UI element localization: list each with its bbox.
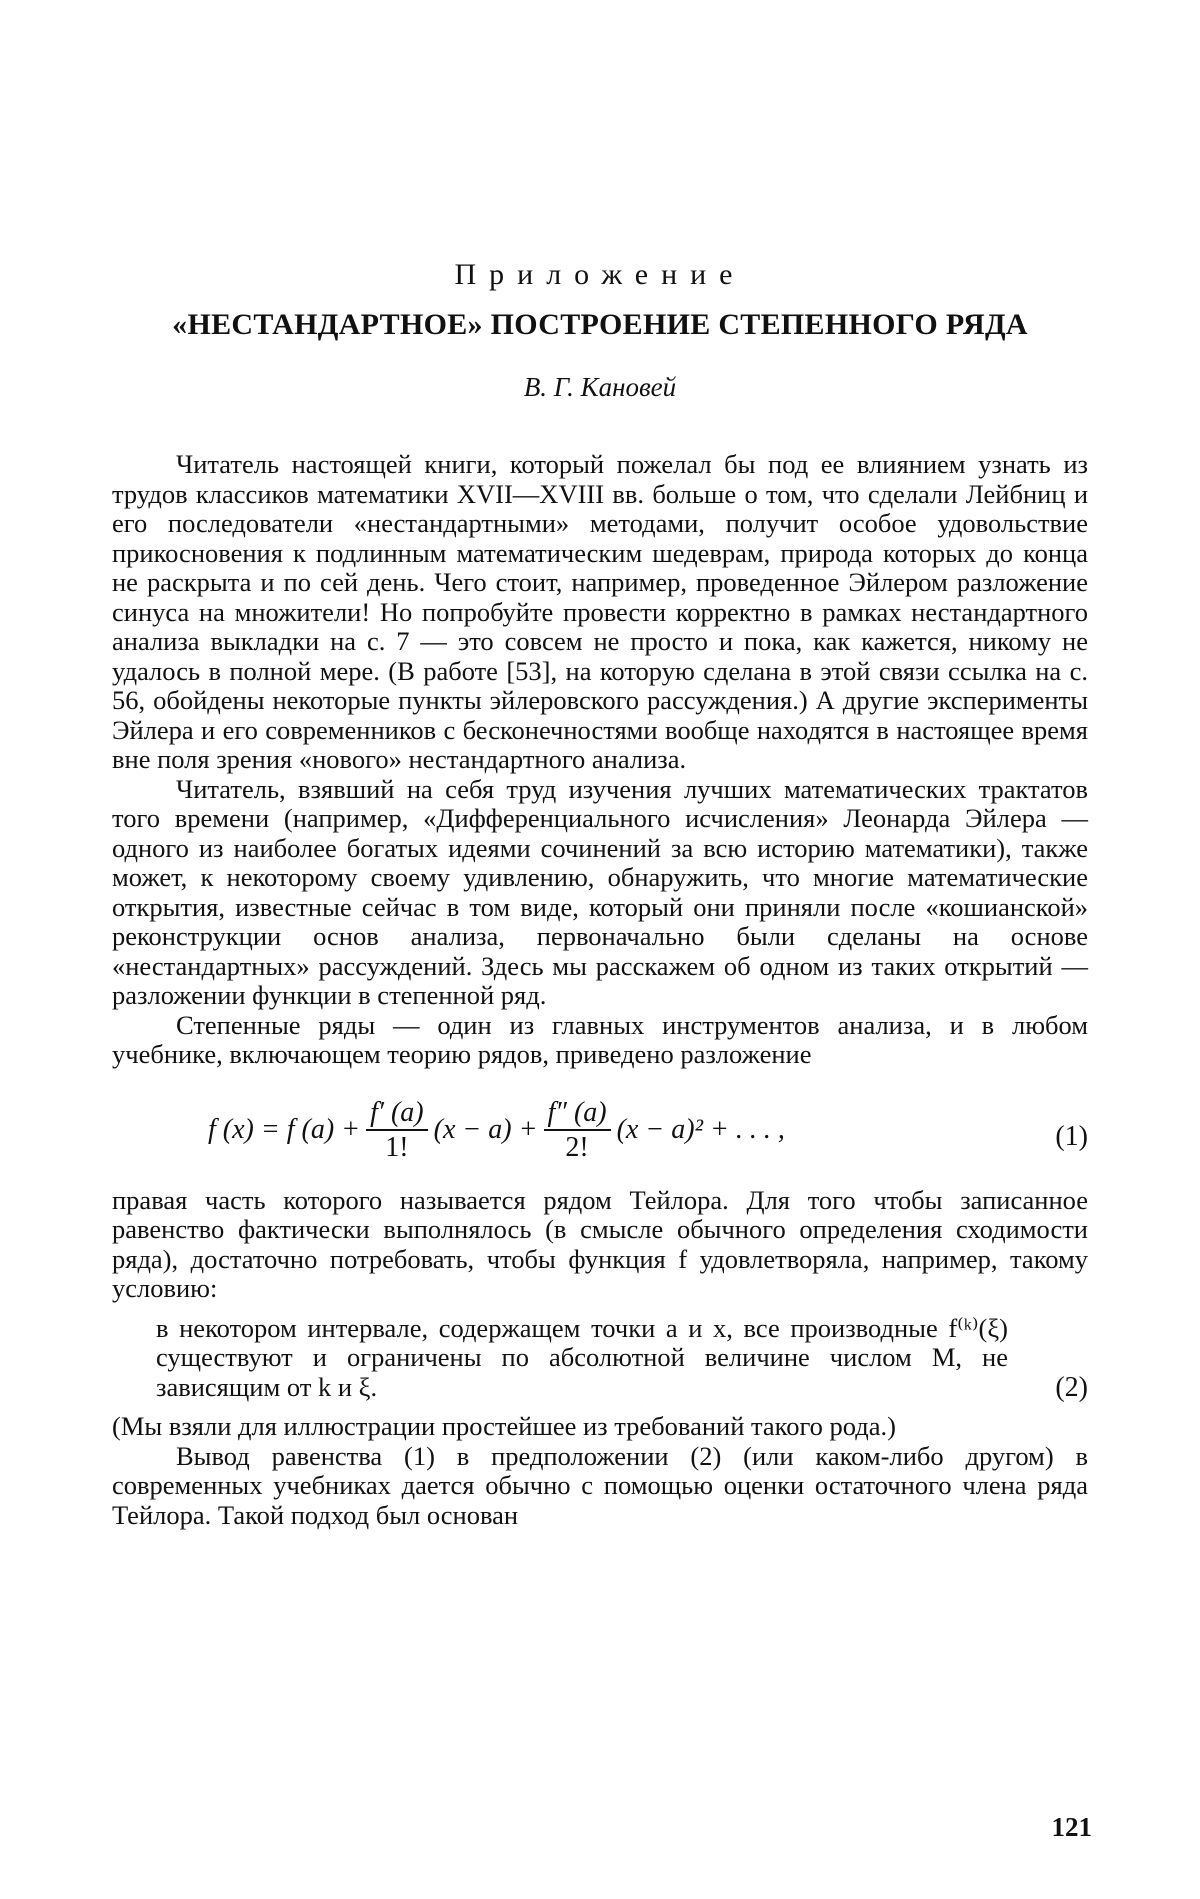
body-text bbox=[112, 450, 1088, 1530]
equation-number: (1) bbox=[1055, 1120, 1088, 1152]
formula-term: (x − a)² + . . . , bbox=[616, 1114, 785, 1146]
paragraph-3: Степенные ряды — один из главных инструментов анализа, и в любом учебнике, включающем теорию рядов, приведено разложение bbox=[112, 1009, 1088, 1069]
paragraph-derivation: Вывод равенства (1) в предположении (2) (или каком-либо другом) в современных учебниках дается обычно с помощью оценки остаточного члена ряда Тейлора. Такой подход был основан bbox=[112, 1440, 1088, 1530]
fraction-denominator: 2! bbox=[565, 1132, 589, 1163]
condition-block bbox=[156, 1312, 1088, 1403]
condition-text: в некотором интервале, содержащем точки a и x, все производные f⁽ᵏ⁾(ξ) существуют и ограничены по абсолютной величине числом M, не зависящим от k и ξ. bbox=[156, 1312, 1008, 1402]
fraction-denominator: 1! bbox=[385, 1132, 409, 1163]
fraction-numerator: f′ (a) bbox=[366, 1098, 428, 1132]
fraction-first-derivative bbox=[366, 1098, 428, 1163]
formula-lhs: f (x) = f (a) + bbox=[208, 1114, 361, 1146]
taylor-formula bbox=[112, 1074, 1088, 1184]
paragraph-2: Читатель, взявший на себя труд изучения лучших математических трактатов того времени (например, «Дифференциального исчисления» Леонарда Эйлера — одного из наиболее богатых идеями сочинений за всю историю математики), также может, к некоторому своему удивлению, обнаружить, что многие математические открытия, известные сейчас в том виде, который они приняли после «кошианской» реконструкции основ анализа, первоначально были сделаны на основе «нестандартных» рассуждений. Здесь мы расскажем об одном из таких открытий — разложении функции в степенной ряд. bbox=[112, 773, 1088, 1010]
page-number: 121 bbox=[1051, 1812, 1092, 1842]
fraction-numerator: f″ (a) bbox=[544, 1098, 611, 1132]
paragraph-remark: (Мы взяли для иллюстрации простейшее из требований такого рода.) bbox=[112, 1411, 896, 1441]
author-name: В. Г. Кановей bbox=[523, 372, 677, 402]
appendix-label: Приложение bbox=[454, 258, 746, 291]
formula-term: (x − a) + bbox=[433, 1114, 538, 1146]
formula-expression bbox=[208, 1098, 785, 1163]
chapter-title: «НЕСТАНДАРТНОЕ» ПОСТРОЕНИЕ СТЕПЕННОГО РЯДА bbox=[172, 308, 1028, 341]
equation-number: (2) bbox=[1055, 1371, 1088, 1403]
fraction-second-derivative bbox=[544, 1098, 611, 1163]
paragraph-1: Читатель настоящей книги, который пожелал бы под ее влиянием узнать из трудов классиков математики XVII—XVIII вв. больше о том, что сделали Лейбниц и его последователи «нестандартными» методами, получит особое удовольствие прикосновения к подлинным математическим шедеврам, природа которых до конца не раскрыта и по сей день. Чего стоит, например, проведенное Эйлером разложение синуса на множители! Но попробуйте провести корректно в рамках нестандартного анализа выкладки на с. 7 — это совсем не просто и пока, как кажется, никому не удалось в полной мере. (В работе [53], на которую сделана в этой связи ссылка на с. 56, обойдены некоторые пункты эйлеровского рассуждения.) А другие эксперименты Эйлера и его современников с бесконечностями вообще находятся в настоящее время вне поля зрения «нового» нестандартного анализа. bbox=[112, 449, 1088, 774]
paragraph-after-formula: правая часть которого называется рядом Тейлора. Для того чтобы записанное равенство фактически выполнялось (в смысле обычного определения сходимости ряда), достаточно потребовать, чтобы функция f удовлетворяла, например, такому условию: bbox=[112, 1184, 1088, 1303]
